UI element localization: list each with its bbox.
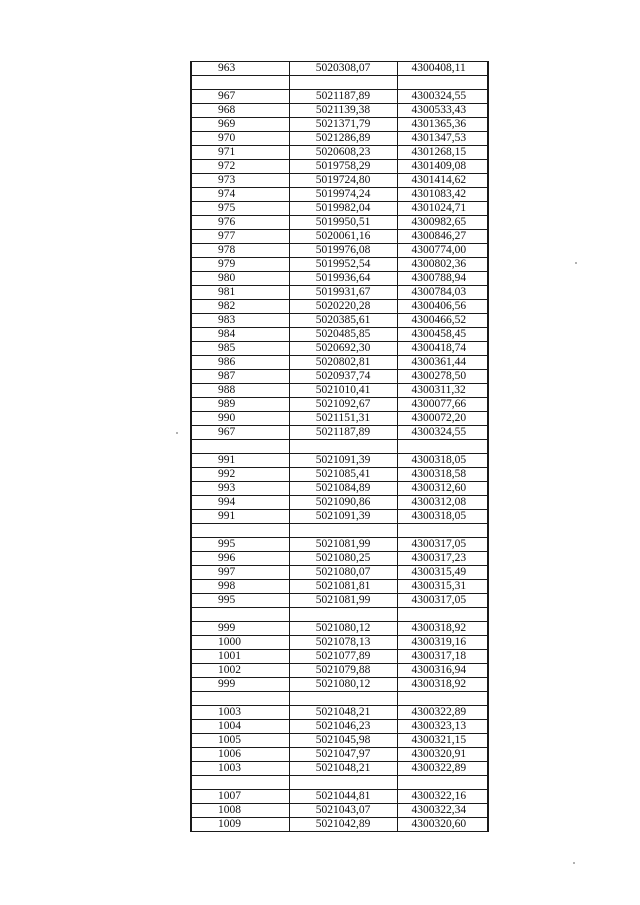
table-row (191, 636, 488, 650)
y-coordinate-cell: 5019936,64 (289, 272, 397, 286)
x-coordinate-cell: 4300418,74 (397, 342, 488, 356)
x-coordinate-cell: 4300320,91 (397, 748, 488, 762)
y-coordinate-cell: 5021139,38 (289, 104, 397, 118)
x-coordinate-cell: 4300324,55 (397, 426, 488, 440)
y-coordinate-cell: 5019758,29 (289, 160, 397, 174)
point-number-cell: 985 (191, 342, 289, 356)
table-row (191, 664, 488, 678)
table-row (191, 678, 488, 692)
table-row (191, 314, 488, 328)
y-coordinate-cell: 5021286,89 (289, 132, 397, 146)
y-coordinate-cell: 5021048,21 (289, 762, 397, 776)
y-coordinate-cell: 5020692,30 (289, 342, 397, 356)
x-coordinate-cell: 4300319,16 (397, 636, 488, 650)
y-coordinate-cell: 5021080,25 (289, 552, 397, 566)
point-number-cell: 978 (191, 244, 289, 258)
x-coordinate-cell: 4300312,08 (397, 496, 488, 510)
point-number-cell: 995 (191, 538, 289, 552)
x-coordinate-cell: 4300318,92 (397, 622, 488, 636)
x-coordinate-cell: 4300533,43 (397, 104, 488, 118)
table-row (191, 76, 488, 90)
point-number-cell: 998 (191, 580, 289, 594)
point-number-cell: 1003 (191, 762, 289, 776)
table-row (191, 356, 488, 370)
table-row (191, 244, 488, 258)
y-coordinate-cell: 5021187,89 (289, 90, 397, 104)
y-coordinate-cell: 5019976,08 (289, 244, 397, 258)
y-coordinate-cell: 5021042,89 (289, 818, 397, 832)
x-coordinate-cell: 4300846,27 (397, 230, 488, 244)
point-number-cell: 993 (191, 482, 289, 496)
y-coordinate-cell: 5021151,31 (289, 412, 397, 426)
table-row (191, 370, 488, 384)
table-row (191, 650, 488, 664)
x-coordinate-cell: 4301268,15 (397, 146, 488, 160)
table-row (191, 342, 488, 356)
point-number-cell: 967 (191, 90, 289, 104)
y-coordinate-cell: 5021091,39 (289, 510, 397, 524)
point-number-cell: 986 (191, 356, 289, 370)
table-row (191, 622, 488, 636)
table-row (191, 160, 488, 174)
y-coordinate-cell: 5021077,89 (289, 650, 397, 664)
table-row (191, 202, 488, 216)
x-coordinate-cell: 4300323,13 (397, 720, 488, 734)
point-number-cell: 988 (191, 384, 289, 398)
point-number-cell: 972 (191, 160, 289, 174)
table-row (191, 118, 488, 132)
point-number-cell: 983 (191, 314, 289, 328)
y-coordinate-cell (289, 776, 397, 790)
y-coordinate-cell (289, 692, 397, 706)
coordinate-table (190, 61, 489, 832)
point-number-cell: 981 (191, 286, 289, 300)
point-number-cell: 1006 (191, 748, 289, 762)
x-coordinate-cell: 4300408,11 (397, 62, 488, 76)
point-number-cell: 991 (191, 510, 289, 524)
y-coordinate-cell: 5019982,04 (289, 202, 397, 216)
y-coordinate-cell: 5021081,99 (289, 538, 397, 552)
table-row (191, 692, 488, 706)
x-coordinate-cell: 4300774,00 (397, 244, 488, 258)
table-row (191, 146, 488, 160)
point-number-cell: 973 (191, 174, 289, 188)
coordinate-table-body (191, 62, 488, 832)
y-coordinate-cell: 5021081,81 (289, 580, 397, 594)
y-coordinate-cell: 5021043,07 (289, 804, 397, 818)
point-number-cell: 979 (191, 258, 289, 272)
x-coordinate-cell: 4300466,52 (397, 314, 488, 328)
y-coordinate-cell: 5021080,12 (289, 678, 397, 692)
y-coordinate-cell (289, 440, 397, 454)
point-number-cell: 963 (191, 62, 289, 76)
x-coordinate-cell: 4300278,50 (397, 370, 488, 384)
y-coordinate-cell: 5021085,41 (289, 468, 397, 482)
point-number-cell: 969 (191, 118, 289, 132)
point-number-cell: 1007 (191, 790, 289, 804)
y-coordinate-cell (289, 608, 397, 622)
table-row (191, 104, 488, 118)
y-coordinate-cell: 5021371,79 (289, 118, 397, 132)
point-number-cell (191, 440, 289, 454)
y-coordinate-cell: 5021045,98 (289, 734, 397, 748)
x-coordinate-cell: 4300406,56 (397, 300, 488, 314)
x-coordinate-cell: 4300317,23 (397, 552, 488, 566)
point-number-cell (191, 524, 289, 538)
x-coordinate-cell: 4300322,16 (397, 790, 488, 804)
y-coordinate-cell: 5020220,28 (289, 300, 397, 314)
table-row (191, 720, 488, 734)
table-row (191, 594, 488, 608)
point-number-cell: 1009 (191, 818, 289, 832)
table-row (191, 230, 488, 244)
x-coordinate-cell: 4300322,34 (397, 804, 488, 818)
table-row (191, 286, 488, 300)
table-row (191, 62, 488, 76)
point-number-cell (191, 608, 289, 622)
x-coordinate-cell: 4300982,65 (397, 216, 488, 230)
scan-speck (176, 432, 178, 434)
point-number-cell: 991 (191, 454, 289, 468)
y-coordinate-cell: 5019724,80 (289, 174, 397, 188)
y-coordinate-cell: 5019931,67 (289, 286, 397, 300)
point-number-cell: 967 (191, 426, 289, 440)
x-coordinate-cell: 4300458,45 (397, 328, 488, 342)
x-coordinate-cell (397, 440, 488, 454)
point-number-cell: 1000 (191, 636, 289, 650)
table-row (191, 412, 488, 426)
y-coordinate-cell: 5021080,12 (289, 622, 397, 636)
table-row (191, 706, 488, 720)
x-coordinate-cell: 4301347,53 (397, 132, 488, 146)
point-number-cell: 968 (191, 104, 289, 118)
table-row (191, 188, 488, 202)
table-row (191, 580, 488, 594)
x-coordinate-cell: 4301083,42 (397, 188, 488, 202)
y-coordinate-cell: 5021078,13 (289, 636, 397, 650)
table-row (191, 384, 488, 398)
point-number-cell: 1003 (191, 706, 289, 720)
table-row (191, 132, 488, 146)
y-coordinate-cell: 5021048,21 (289, 706, 397, 720)
table-row (191, 510, 488, 524)
y-coordinate-cell: 5021091,39 (289, 454, 397, 468)
y-coordinate-cell: 5020937,74 (289, 370, 397, 384)
x-coordinate-cell (397, 692, 488, 706)
table-row (191, 454, 488, 468)
point-number-cell: 976 (191, 216, 289, 230)
point-number-cell: 970 (191, 132, 289, 146)
table-row (191, 174, 488, 188)
y-coordinate-cell: 5021092,67 (289, 398, 397, 412)
point-number-cell: 989 (191, 398, 289, 412)
x-coordinate-cell: 4300324,55 (397, 90, 488, 104)
point-number-cell: 990 (191, 412, 289, 426)
point-number-cell: 982 (191, 300, 289, 314)
scan-speck (573, 862, 575, 864)
scan-speck (575, 262, 577, 264)
x-coordinate-cell (397, 608, 488, 622)
x-coordinate-cell: 4300317,05 (397, 538, 488, 552)
x-coordinate-cell: 4300784,03 (397, 286, 488, 300)
y-coordinate-cell: 5021010,41 (289, 384, 397, 398)
table-row (191, 300, 488, 314)
y-coordinate-cell: 5019952,54 (289, 258, 397, 272)
x-coordinate-cell: 4300312,60 (397, 482, 488, 496)
y-coordinate-cell: 5020385,61 (289, 314, 397, 328)
point-number-cell: 992 (191, 468, 289, 482)
y-coordinate-cell: 5020308,07 (289, 62, 397, 76)
point-number-cell: 1004 (191, 720, 289, 734)
x-coordinate-cell: 4300317,18 (397, 650, 488, 664)
point-number-cell: 1002 (191, 664, 289, 678)
y-coordinate-cell: 5020485,85 (289, 328, 397, 342)
table-row (191, 272, 488, 286)
point-number-cell: 995 (191, 594, 289, 608)
table-row (191, 426, 488, 440)
y-coordinate-cell: 5021090,86 (289, 496, 397, 510)
y-coordinate-cell: 5021044,81 (289, 790, 397, 804)
x-coordinate-cell: 4300311,32 (397, 384, 488, 398)
point-number-cell: 977 (191, 230, 289, 244)
point-number-cell: 1008 (191, 804, 289, 818)
y-coordinate-cell: 5021080,07 (289, 566, 397, 580)
x-coordinate-cell: 4300316,94 (397, 664, 488, 678)
table-row (191, 790, 488, 804)
x-coordinate-cell (397, 776, 488, 790)
point-number-cell: 994 (191, 496, 289, 510)
point-number-cell: 1005 (191, 734, 289, 748)
y-coordinate-cell: 5021084,89 (289, 482, 397, 496)
x-coordinate-cell: 4301409,08 (397, 160, 488, 174)
x-coordinate-cell: 4300321,15 (397, 734, 488, 748)
x-coordinate-cell: 4300317,05 (397, 594, 488, 608)
x-coordinate-cell: 4301414,62 (397, 174, 488, 188)
y-coordinate-cell (289, 524, 397, 538)
point-number-cell (191, 76, 289, 90)
table-row (191, 398, 488, 412)
x-coordinate-cell: 4301024,71 (397, 202, 488, 216)
point-number-cell: 1001 (191, 650, 289, 664)
x-coordinate-cell: 4300315,49 (397, 566, 488, 580)
x-coordinate-cell: 4300802,36 (397, 258, 488, 272)
point-number-cell (191, 776, 289, 790)
table-row (191, 468, 488, 482)
y-coordinate-cell: 5021047,97 (289, 748, 397, 762)
y-coordinate-cell: 5020608,23 (289, 146, 397, 160)
y-coordinate-cell: 5021079,88 (289, 664, 397, 678)
x-coordinate-cell: 4300077,66 (397, 398, 488, 412)
point-number-cell: 971 (191, 146, 289, 160)
point-number-cell (191, 692, 289, 706)
table-row (191, 566, 488, 580)
table-row (191, 762, 488, 776)
table-row (191, 552, 488, 566)
x-coordinate-cell: 4300788,94 (397, 272, 488, 286)
point-number-cell: 999 (191, 678, 289, 692)
y-coordinate-cell (289, 76, 397, 90)
point-number-cell: 980 (191, 272, 289, 286)
table-row (191, 90, 488, 104)
table-row (191, 748, 488, 762)
table-row (191, 608, 488, 622)
point-number-cell: 984 (191, 328, 289, 342)
point-number-cell: 987 (191, 370, 289, 384)
x-coordinate-cell (397, 76, 488, 90)
y-coordinate-cell: 5019974,24 (289, 188, 397, 202)
point-number-cell: 975 (191, 202, 289, 216)
y-coordinate-cell: 5019950,51 (289, 216, 397, 230)
y-coordinate-cell: 5021081,99 (289, 594, 397, 608)
point-number-cell: 974 (191, 188, 289, 202)
table-row (191, 734, 488, 748)
table-row (191, 482, 488, 496)
x-coordinate-cell: 4300318,58 (397, 468, 488, 482)
y-coordinate-cell: 5020802,81 (289, 356, 397, 370)
table-row (191, 258, 488, 272)
y-coordinate-cell: 5021187,89 (289, 426, 397, 440)
x-coordinate-cell (397, 524, 488, 538)
x-coordinate-cell: 4300318,92 (397, 678, 488, 692)
table-row (191, 216, 488, 230)
table-row (191, 496, 488, 510)
x-coordinate-cell: 4300361,44 (397, 356, 488, 370)
x-coordinate-cell: 4300072,20 (397, 412, 488, 426)
x-coordinate-cell: 4300320,60 (397, 818, 488, 832)
x-coordinate-cell: 4300315,31 (397, 580, 488, 594)
x-coordinate-cell: 4300318,05 (397, 454, 488, 468)
x-coordinate-cell: 4300322,89 (397, 762, 488, 776)
x-coordinate-cell: 4301365,36 (397, 118, 488, 132)
y-coordinate-cell: 5021046,23 (289, 720, 397, 734)
table-row (191, 328, 488, 342)
y-coordinate-cell: 5020061,16 (289, 230, 397, 244)
table-row (191, 804, 488, 818)
table-row (191, 776, 488, 790)
x-coordinate-cell: 4300322,89 (397, 706, 488, 720)
table-row (191, 818, 488, 832)
point-number-cell: 996 (191, 552, 289, 566)
point-number-cell: 999 (191, 622, 289, 636)
table-row (191, 538, 488, 552)
x-coordinate-cell: 4300318,05 (397, 510, 488, 524)
table-row (191, 524, 488, 538)
table-row (191, 440, 488, 454)
point-number-cell: 997 (191, 566, 289, 580)
